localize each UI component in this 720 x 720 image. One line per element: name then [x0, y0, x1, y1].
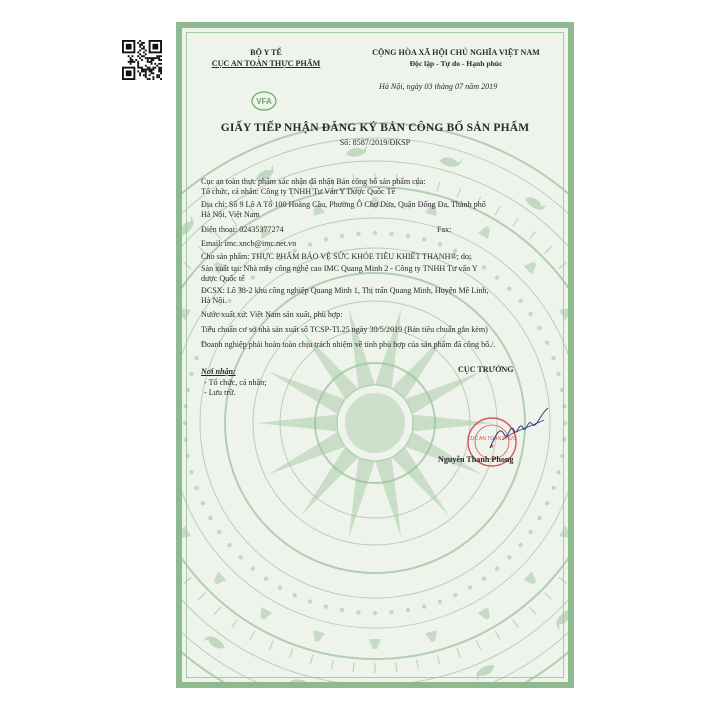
- manufacturer-line-2: dược Quốc tế: [201, 274, 245, 283]
- phone-line: Điện thoại: 02435377274: [201, 225, 284, 234]
- agency-logo: [250, 90, 278, 112]
- responsibility-line: Doanh nghiệp phải hoàn toàn chịu trách nhiệm về tính phù hợp của sản phẩm đã công bố./.: [201, 340, 496, 349]
- svg-text:VFA: VFA: [256, 97, 272, 106]
- signatory-role: CỤC TRƯỞNG: [458, 365, 514, 374]
- manufacturer-line-1: Sản xuất tại: Nhà máy công nghệ cao IMC Quang Minh 2 - Công ty TNHH Tư vấn Y: [201, 264, 478, 273]
- recipients-label: Nơi nhận:: [201, 367, 236, 376]
- svg-text:CỤC AN TOÀN THỰC: CỤC AN TOÀN THỰC: [467, 436, 517, 442]
- recipient-item: - Lưu trữ.: [204, 388, 236, 397]
- recipient-item: - Tổ chức, cá nhân;: [204, 378, 267, 387]
- document-title: GIẤY TIẾP NHẬN ĐĂNG KÝ BẢN CÔNG BỐ SẢN PHẨM: [220, 122, 530, 134]
- production-site-line-1: ĐCSX: Lô 38-2 khu công nghiệp Quang Minh 1, Thị trấn Quang Minh, Huyện Mê Linh,: [201, 286, 489, 295]
- fax-line: Fax:: [437, 225, 452, 234]
- intro-line: Cục an toàn thực phẩm xác nhận đã nhận Bản công bố sản phẩm của:: [201, 177, 426, 186]
- origin-line: Nước xuất xứ: Việt Nam sản xuất, phù hợp:: [201, 310, 343, 319]
- signatory-name: Nguyễn Thanh Phong: [438, 455, 514, 464]
- document-number: Số: 8587/2019/ĐKSP: [339, 138, 411, 147]
- qr-code: [122, 40, 162, 80]
- ministry-name: BỘ Y TẾ: [250, 48, 282, 57]
- email-line: Email: imc.xncb@imc.net.vn: [201, 239, 297, 248]
- address-line-1: Địa chỉ: Số 9 Lô A Tổ 100 Hoàng Cầu, Phường Ô Chợ Dừa, Quận Đống Đa, Thành phố: [201, 200, 486, 209]
- standard-line: Tiêu chuẩn cơ sở nhà sản xuất số TCSP-TI.25 ngày 30/5/2019 (Bản tiêu chuẩn gắn kèm): [201, 325, 488, 334]
- svg-text:★: ★: [489, 444, 495, 450]
- motto: Độc lập - Tự do - Hạnh phúc: [409, 59, 503, 68]
- country-name: CỘNG HÒA XÃ HỘI CHỦ NGHĨA VIỆT NAM: [372, 48, 540, 57]
- production-site-line-2: Hà Nội.: [201, 296, 227, 305]
- handwritten-signature: [482, 404, 552, 454]
- product-line: Cho sản phẩm: THỰC PHẨM BẢO VỆ SỨC KHỎE TIÊU KHIẾT THANH®; do:: [201, 252, 472, 261]
- certificate: [176, 22, 574, 688]
- organization-line: Tổ chức, cá nhân: Công ty TNHH Tư Vấn Y Dược Quốc Tế: [201, 187, 396, 196]
- date-line: Hà Nội, ngày 03 tháng 07 năm 2019: [379, 82, 498, 91]
- agency-name: CỤC AN TOÀN THỰC PHẨM: [211, 59, 321, 68]
- address-line-2: Hà Nội, Việt Nam: [201, 210, 260, 219]
